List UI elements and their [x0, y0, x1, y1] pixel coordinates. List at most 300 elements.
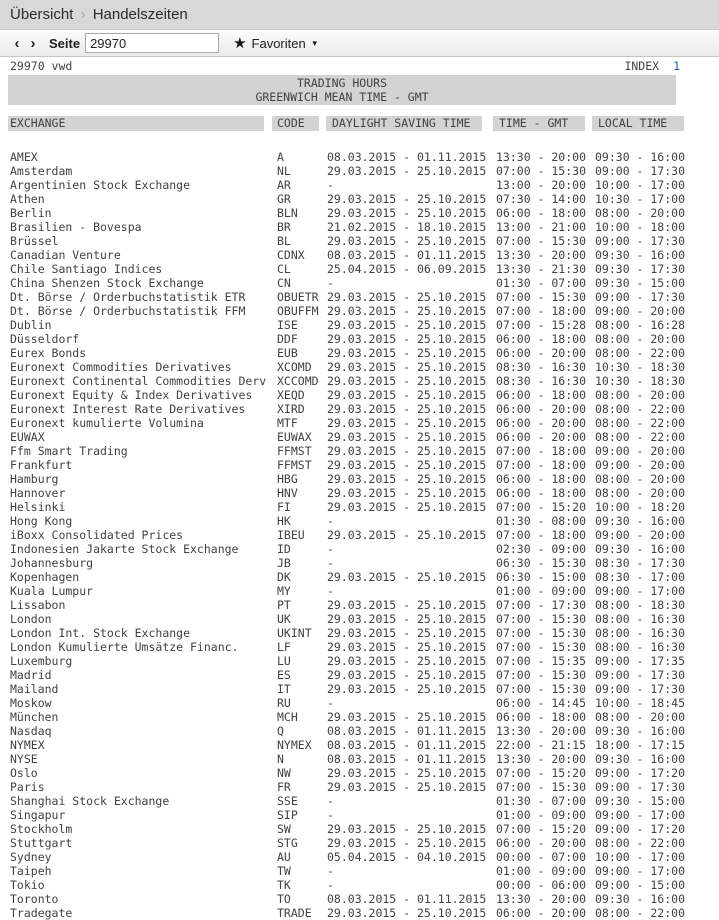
cell-local: 08:00 - 16:30 [595, 640, 686, 654]
table-row [0, 276, 719, 290]
cell-dst: 29.03.2015 - 25.10.2015 [327, 570, 487, 584]
cell-exchange: Hong Kong [10, 514, 73, 528]
cell-dst: - [327, 178, 334, 192]
cell-local: 08:00 - 22:00 [595, 402, 686, 416]
cell-gmt: 07:00 - 15:30 [496, 290, 587, 304]
cell-exchange: Dt. Börse / Orderbuchstatistik ETR [10, 290, 246, 304]
cell-local: 09:00 - 17:30 [595, 668, 686, 682]
cell-local: 08:00 - 20:00 [595, 388, 686, 402]
cell-code: UKINT [277, 626, 312, 640]
cell-dst: 29.03.2015 - 25.10.2015 [327, 472, 487, 486]
cell-exchange: NYSE [10, 752, 38, 766]
column-header-local-time: LOCAL TIME [592, 116, 684, 131]
cell-exchange: Taipeh [10, 864, 52, 878]
cell-code: NYMEX [277, 738, 312, 752]
table-row [0, 332, 719, 346]
table-row [0, 682, 719, 696]
cell-gmt: 06:30 - 15:00 [496, 570, 587, 584]
cell-code: FI [277, 500, 291, 514]
cell-gmt: 07:00 - 18:00 [496, 528, 587, 542]
cell-local: 09:30 - 15:00 [595, 794, 686, 808]
cell-gmt: 08:30 - 16:30 [496, 374, 587, 388]
table-row [0, 542, 719, 556]
table-row [0, 402, 719, 416]
cell-dst: 29.03.2015 - 25.10.2015 [327, 836, 487, 850]
cell-local: 08:00 - 16:30 [595, 626, 686, 640]
cell-dst: 29.03.2015 - 25.10.2015 [327, 416, 487, 430]
cell-gmt: 01:00 - 09:00 [496, 808, 587, 822]
cell-exchange: Dt. Börse / Orderbuchstatistik FFM [10, 304, 246, 318]
page-id: 29970 vwd [10, 59, 73, 73]
page-input[interactable] [85, 33, 219, 53]
cell-exchange: Euronext kumulierte Volumina [10, 416, 204, 430]
cell-exchange: Mailand [10, 682, 59, 696]
table-row [0, 164, 719, 178]
cell-local: 09:00 - 20:00 [595, 528, 686, 542]
cell-local: 08:00 - 18:30 [595, 598, 686, 612]
cell-local: 10:00 - 18:45 [595, 696, 686, 710]
cell-local: 10:30 - 18:30 [595, 360, 686, 374]
cell-exchange: Moskow [10, 696, 52, 710]
cell-local: 09:30 - 16:00 [595, 150, 686, 164]
cell-code: DK [277, 570, 291, 584]
cell-code: BL [277, 234, 291, 248]
cell-code: UK [277, 612, 291, 626]
table-row [0, 206, 719, 220]
column-header-exchange: EXCHANGE [8, 116, 264, 131]
index-label: INDEX [624, 59, 660, 73]
cell-dst: 29.03.2015 - 25.10.2015 [327, 164, 487, 178]
cell-exchange: Canadian Venture [10, 248, 121, 262]
cell-exchange: Düsseldorf [10, 332, 80, 346]
cell-local: 08:00 - 22:00 [595, 430, 686, 444]
cell-gmt: 00:00 - 07:00 [496, 850, 587, 864]
toolbar [0, 30, 719, 57]
cell-code: AU [277, 850, 291, 864]
table-row [0, 598, 719, 612]
cell-exchange: Brüssel [10, 234, 59, 248]
cell-dst: 29.03.2015 - 25.10.2015 [327, 710, 487, 724]
cell-gmt: 07:00 - 15:20 [496, 822, 587, 836]
cell-gmt: 06:30 - 15:30 [496, 556, 587, 570]
cell-gmt: 07:00 - 15:30 [496, 626, 587, 640]
cell-gmt: 07:00 - 15:28 [496, 318, 587, 332]
cell-gmt: 07:30 - 14:00 [496, 192, 587, 206]
cell-exchange: Argentinien Stock Exchange [10, 178, 191, 192]
cell-code: TO [277, 892, 291, 906]
cell-local: 09:00 - 17:20 [595, 822, 686, 836]
table-row [0, 668, 719, 682]
cell-dst: 29.03.2015 - 25.10.2015 [327, 332, 487, 346]
cell-dst: - [327, 878, 334, 892]
cell-code: LU [277, 654, 291, 668]
cell-dst: 29.03.2015 - 25.10.2015 [327, 612, 487, 626]
index-page-link[interactable]: 1 [673, 59, 680, 73]
cell-dst: 08.03.2015 - 01.11.2015 [327, 724, 487, 738]
table-row [0, 584, 719, 598]
cell-local: 08:00 - 20:00 [595, 206, 686, 220]
cell-dst: 29.03.2015 - 25.10.2015 [327, 780, 487, 794]
cell-local: 10:30 - 18:30 [595, 374, 686, 388]
cell-local: 09:30 - 15:00 [595, 276, 686, 290]
cell-gmt: 06:00 - 20:00 [496, 906, 587, 920]
terminal-topline [0, 57, 719, 73]
next-page-button[interactable] [25, 35, 41, 52]
cell-gmt: 06:00 - 20:00 [496, 430, 587, 444]
cell-code: IT [277, 682, 291, 696]
cell-local: 09:00 - 17:00 [595, 584, 686, 598]
cell-gmt: 07:00 - 18:00 [496, 304, 587, 318]
table-row [0, 220, 719, 234]
cell-code: SSE [277, 794, 298, 808]
cell-gmt: 13:30 - 20:00 [496, 752, 587, 766]
cell-gmt: 07:00 - 18:00 [496, 458, 587, 472]
table-row [0, 430, 719, 444]
table-row [0, 878, 719, 892]
cell-gmt: 07:00 - 15:30 [496, 612, 587, 626]
cell-code: MCH [277, 710, 298, 724]
table-row [0, 850, 719, 864]
cell-gmt: 01:00 - 09:00 [496, 864, 587, 878]
cell-exchange: Tokio [10, 878, 45, 892]
cell-local: 10:00 - 17:00 [595, 178, 686, 192]
table-row [0, 416, 719, 430]
cell-exchange: Lissabon [10, 598, 66, 612]
cell-code: GR [277, 192, 291, 206]
cell-gmt: 01:30 - 07:00 [496, 276, 587, 290]
star-icon: ★ [233, 34, 247, 52]
cell-dst: 21.02.2015 - 18.10.2015 [327, 220, 487, 234]
cell-gmt: 06:00 - 18:00 [496, 710, 587, 724]
breadcrumb [0, 0, 719, 30]
table-row [0, 570, 719, 584]
cell-gmt: 13:00 - 21:00 [496, 220, 587, 234]
favorites-button[interactable] [233, 36, 319, 51]
cell-exchange: Athen [10, 192, 45, 206]
table-row [0, 528, 719, 542]
cell-dst: 29.03.2015 - 25.10.2015 [327, 906, 487, 920]
cell-gmt: 13:30 - 20:00 [496, 150, 587, 164]
cell-exchange: Hannover [10, 486, 66, 500]
table-row [0, 500, 719, 514]
table-row [0, 654, 719, 668]
cell-code: ES [277, 668, 291, 682]
cell-exchange: Singapur [10, 808, 66, 822]
cell-gmt: 06:00 - 18:00 [496, 206, 587, 220]
cell-code: AR [277, 178, 291, 192]
cell-local: 08:00 - 22:00 [595, 346, 686, 360]
table-row [0, 192, 719, 206]
cell-code: XCOMD [277, 360, 312, 374]
cell-gmt: 01:30 - 08:00 [496, 514, 587, 528]
cell-dst: 29.03.2015 - 25.10.2015 [327, 234, 487, 248]
cell-local: 08:00 - 20:00 [595, 332, 686, 346]
cell-gmt: 07:00 - 15:30 [496, 234, 587, 248]
cell-local: 09:00 - 15:00 [595, 878, 686, 892]
cell-code: STG [277, 836, 298, 850]
page-title-line1: TRADING HOURS [296, 76, 387, 90]
cell-dst: 25.04.2015 - 06.09.2015 [327, 262, 487, 276]
table-row [0, 360, 719, 374]
cell-gmt: 06:00 - 20:00 [496, 402, 587, 416]
table-row [0, 612, 719, 626]
cell-code: OBUETR [277, 290, 319, 304]
cell-dst: 29.03.2015 - 25.10.2015 [327, 528, 487, 542]
cell-dst: - [327, 514, 334, 528]
cell-code: JB [277, 556, 291, 570]
cell-code: N [277, 752, 284, 766]
cell-dst: - [327, 556, 334, 570]
cell-exchange: Kopenhagen [10, 570, 80, 584]
table-row [0, 836, 719, 850]
cell-dst: 29.03.2015 - 25.10.2015 [327, 640, 487, 654]
cell-exchange: Frankfurt [10, 458, 73, 472]
prev-page-button[interactable] [9, 35, 25, 52]
cell-exchange: München [10, 710, 59, 724]
cell-dst: 08.03.2015 - 01.11.2015 [327, 248, 487, 262]
cell-code: ID [277, 542, 291, 556]
cell-dst: - [327, 808, 334, 822]
table-column-headers [0, 116, 719, 131]
cell-dst: 08.03.2015 - 01.11.2015 [327, 892, 487, 906]
cell-code: DDF [277, 332, 298, 346]
cell-exchange: Euronext Interest Rate Derivatives [10, 402, 246, 416]
cell-gmt: 13:00 - 20:00 [496, 178, 587, 192]
table-row [0, 458, 719, 472]
cell-dst: - [327, 864, 334, 878]
favorites-label: Favoriten [251, 35, 306, 51]
cell-gmt: 13:30 - 21:30 [496, 262, 587, 276]
cell-local: 10:30 - 17:00 [595, 192, 686, 206]
cell-dst: - [327, 584, 334, 598]
cell-dst: 29.03.2015 - 25.10.2015 [327, 318, 487, 332]
cell-dst: 29.03.2015 - 25.10.2015 [327, 668, 487, 682]
cell-code: TW [277, 864, 291, 878]
cell-dst: - [327, 696, 334, 710]
table-row [0, 178, 719, 192]
table-row [0, 864, 719, 878]
cell-gmt: 06:00 - 20:00 [496, 836, 587, 850]
table-row [0, 346, 719, 360]
cell-local: 08:30 - 17:00 [595, 570, 686, 584]
cell-code: RU [277, 696, 291, 710]
cell-local: 08:00 - 22:00 [595, 836, 686, 850]
index-group [624, 60, 680, 73]
cell-local: 08:00 - 20:00 [595, 486, 686, 500]
cell-code: Q [277, 724, 284, 738]
column-header-time-gmt: TIME - GMT [493, 116, 585, 131]
cell-dst: 08.03.2015 - 01.11.2015 [327, 752, 487, 766]
cell-local: 09:00 - 17:00 [595, 808, 686, 822]
cell-code: CN [277, 276, 291, 290]
breadcrumb-item-handelszeiten: Handelszeiten [92, 6, 188, 23]
cell-dst: 29.03.2015 - 25.10.2015 [327, 654, 487, 668]
table-row [0, 262, 719, 276]
cell-exchange: EUWAX [10, 430, 45, 444]
cell-local: 09:30 - 16:00 [595, 892, 686, 906]
table-row [0, 906, 719, 920]
cell-code: NW [277, 766, 291, 780]
table-row [0, 248, 719, 262]
cell-local: 10:00 - 18:00 [595, 220, 686, 234]
cell-code: HK [277, 514, 291, 528]
cell-gmt: 06:00 - 20:00 [496, 346, 587, 360]
cell-code: PT [277, 598, 291, 612]
table-row [0, 822, 719, 836]
cell-code: SIP [277, 808, 298, 822]
cell-exchange: Stuttgart [10, 836, 73, 850]
cell-gmt: 07:00 - 18:00 [496, 444, 587, 458]
cell-local: 09:00 - 17:30 [595, 164, 686, 178]
cell-code: HNV [277, 486, 298, 500]
cell-exchange: Madrid [10, 668, 52, 682]
breadcrumb-item-uebersicht[interactable]: Übersicht [10, 6, 74, 23]
cell-local: 10:00 - 17:00 [595, 850, 686, 864]
cell-exchange: London [10, 612, 52, 626]
cell-local: 09:00 - 20:00 [595, 304, 686, 318]
cell-dst: 29.03.2015 - 25.10.2015 [327, 458, 487, 472]
cell-exchange: Kuala Lumpur [10, 584, 94, 598]
cell-code: LF [277, 640, 291, 654]
cell-gmt: 01:30 - 07:00 [496, 794, 587, 808]
cell-exchange: London Kumulierte Umsätze Financ. [10, 640, 239, 654]
cell-gmt: 13:30 - 20:00 [496, 724, 587, 738]
cell-code: BR [277, 220, 291, 234]
table-row [0, 696, 719, 710]
cell-code: EUWAX [277, 430, 312, 444]
cell-local: 10:00 - 18:20 [595, 500, 686, 514]
cell-exchange: Nasdaq [10, 724, 52, 738]
cell-code: OBUFFM [277, 304, 319, 318]
table-row [0, 388, 719, 402]
trading-table-body [0, 150, 719, 920]
cell-local: 18:00 - 17:15 [595, 738, 686, 752]
chevron-left-icon: ‹ [14, 34, 20, 52]
cell-gmt: 13:30 - 20:00 [496, 892, 587, 906]
table-row [0, 556, 719, 570]
cell-dst: 29.03.2015 - 25.10.2015 [327, 500, 487, 514]
cell-code: MTF [277, 416, 298, 430]
cell-local: 08:00 - 16:28 [595, 318, 686, 332]
cell-gmt: 13:30 - 20:00 [496, 248, 587, 262]
cell-dst: 29.03.2015 - 25.10.2015 [327, 626, 487, 640]
cell-exchange: Hamburg [10, 472, 59, 486]
page-title-line2: GREENWICH MEAN TIME - GMT [255, 90, 429, 104]
table-row [0, 710, 719, 724]
cell-exchange: Euronext Continental Commodities Derv [10, 374, 267, 388]
cell-exchange: Helsinki [10, 500, 66, 514]
chevron-down-icon: ▼ [310, 38, 319, 48]
cell-code: BLN [277, 206, 298, 220]
cell-code: XEQD [277, 388, 305, 402]
cell-gmt: 06:00 - 18:00 [496, 332, 587, 346]
cell-exchange: Sydney [10, 850, 52, 864]
cell-gmt: 06:00 - 20:00 [496, 416, 587, 430]
cell-dst: 29.03.2015 - 25.10.2015 [327, 346, 487, 360]
cell-exchange: Tradegate [10, 906, 73, 920]
cell-dst: 29.03.2015 - 25.10.2015 [327, 822, 487, 836]
cell-code: EUB [277, 346, 298, 360]
table-row [0, 626, 719, 640]
cell-dst: 08.03.2015 - 01.11.2015 [327, 738, 487, 752]
cell-gmt: 07:00 - 15:35 [496, 654, 587, 668]
table-row [0, 780, 719, 794]
table-row [0, 808, 719, 822]
cell-exchange: China Shenzen Stock Exchange [10, 276, 204, 290]
cell-local: 09:00 - 17:30 [595, 780, 686, 794]
cell-local: 09:00 - 17:35 [595, 654, 686, 668]
cell-gmt: 06:00 - 18:00 [496, 472, 587, 486]
cell-code: A [277, 150, 284, 164]
cell-local: 09:30 - 16:00 [595, 542, 686, 556]
cell-code: NL [277, 164, 291, 178]
table-row [0, 766, 719, 780]
cell-code: MY [277, 584, 291, 598]
cell-code: FFMST [277, 458, 312, 472]
cell-code: XIRD [277, 402, 305, 416]
cell-code: SW [277, 822, 291, 836]
cell-dst: 29.03.2015 - 25.10.2015 [327, 206, 487, 220]
cell-dst: 29.03.2015 - 25.10.2015 [327, 360, 487, 374]
cell-dst: 29.03.2015 - 25.10.2015 [327, 444, 487, 458]
cell-local: 09:00 - 17:30 [595, 682, 686, 696]
cell-exchange: Berlin [10, 206, 52, 220]
cell-dst: - [327, 794, 334, 808]
cell-dst: 29.03.2015 - 25.10.2015 [327, 388, 487, 402]
cell-dst: 29.03.2015 - 25.10.2015 [327, 402, 487, 416]
cell-exchange: Amsterdam [10, 164, 73, 178]
cell-local: 08:30 - 17:30 [595, 556, 686, 570]
table-row [0, 514, 719, 528]
cell-local: 09:30 - 16:00 [595, 514, 686, 528]
breadcrumb-separator-icon: › [80, 5, 86, 23]
cell-exchange: Dublin [10, 318, 52, 332]
cell-local: 09:30 - 17:30 [595, 262, 686, 276]
cell-exchange: Euronext Commodities Derivatives [10, 360, 232, 374]
cell-exchange: Shanghai Stock Exchange [10, 794, 170, 808]
cell-exchange: Chile Santiago Indices [10, 262, 163, 276]
cell-exchange: Brasilien - Bovespa [10, 220, 142, 234]
cell-local: 09:00 - 20:00 [595, 444, 686, 458]
cell-code: HBG [277, 472, 298, 486]
table-row [0, 290, 719, 304]
table-row [0, 738, 719, 752]
cell-exchange: Euronext Equity & Index Derivatives [10, 388, 253, 402]
terminal-page [0, 57, 719, 920]
table-row [0, 724, 719, 738]
cell-dst: - [327, 276, 334, 290]
cell-dst: 29.03.2015 - 25.10.2015 [327, 192, 487, 206]
cell-exchange: Eurex Bonds [10, 346, 87, 360]
table-row [0, 472, 719, 486]
cell-local: 09:00 - 17:20 [595, 766, 686, 780]
cell-exchange: Toronto [10, 892, 59, 906]
cell-dst: 29.03.2015 - 25.10.2015 [327, 374, 487, 388]
cell-gmt: 06:00 - 18:00 [496, 388, 587, 402]
cell-exchange: NYMEX [10, 738, 45, 752]
table-row [0, 444, 719, 458]
table-row [0, 892, 719, 906]
cell-local: 09:30 - 16:00 [595, 752, 686, 766]
cell-dst: 29.03.2015 - 25.10.2015 [327, 430, 487, 444]
cell-exchange: London Int. Stock Exchange [10, 626, 191, 640]
cell-dst: 29.03.2015 - 25.10.2015 [327, 598, 487, 612]
cell-local: 09:30 - 16:00 [595, 724, 686, 738]
cell-local: 08:00 - 22:00 [595, 416, 686, 430]
cell-exchange: Oslo [10, 766, 38, 780]
cell-gmt: 07:00 - 15:20 [496, 766, 587, 780]
cell-gmt: 06:00 - 14:45 [496, 696, 587, 710]
